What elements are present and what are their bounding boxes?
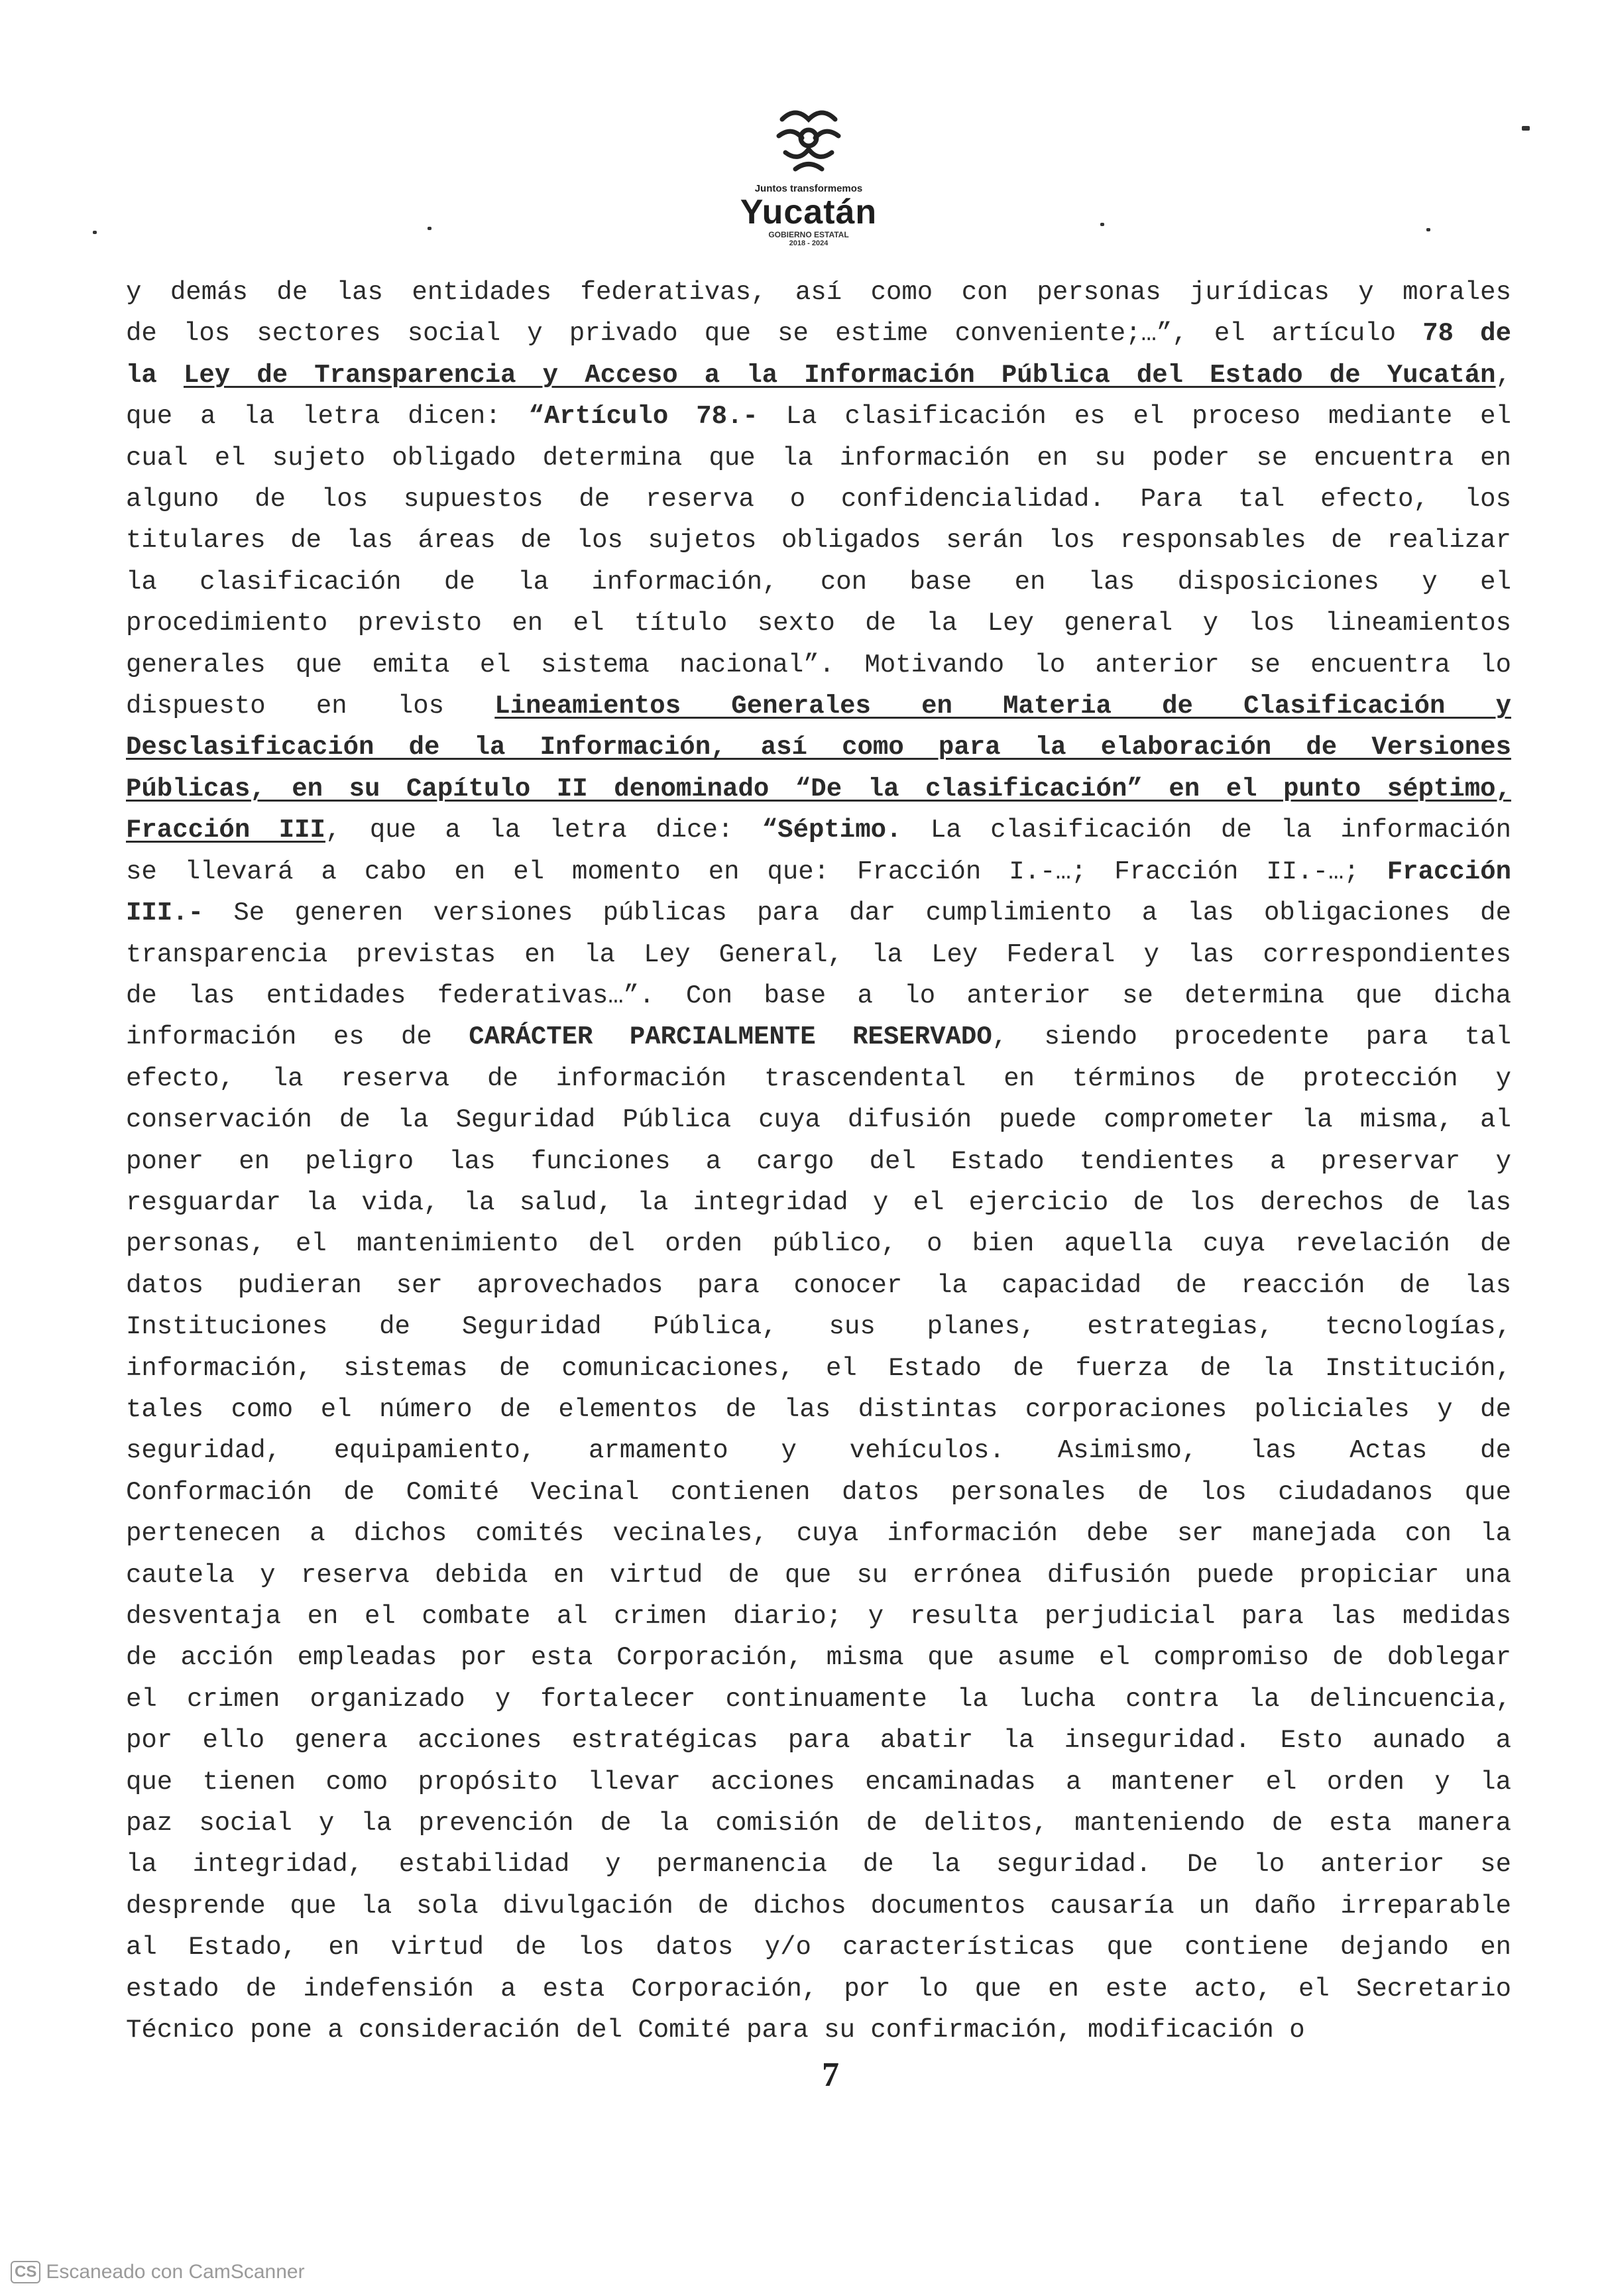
text-segment: datos pudieran ser aprovechados para conocer la capacidad de reacción de las xyxy=(126,1270,1511,1300)
text-line xyxy=(126,1886,1511,1927)
government-logo xyxy=(696,99,921,247)
text-line xyxy=(126,975,1511,1016)
text-line xyxy=(126,1555,1511,1596)
text-line xyxy=(126,396,1511,437)
text-segment: “Artículo 78.- xyxy=(528,402,758,432)
text-segment: de los sectores social y privado que se estime conveniente;…”, el artículo xyxy=(126,319,1423,349)
camscanner-icon: CS xyxy=(11,2261,40,2283)
scanner-watermark xyxy=(11,2261,305,2283)
text-segment: alguno de los supuestos de reserva o confidencialidad. Para tal efecto, los xyxy=(126,485,1511,514)
text-segment: La clasificación de la información xyxy=(901,816,1511,845)
text-line xyxy=(126,1637,1511,1678)
text-segment: , que a la letra dice: xyxy=(325,816,762,845)
text-segment: al Estado, en virtud de los datos y/o características que contiene dejando en xyxy=(126,1933,1511,1963)
text-line xyxy=(126,1803,1511,1844)
text-line xyxy=(126,603,1511,644)
text-segment: Fracción xyxy=(1387,857,1511,886)
text-segment: cual el sujeto obligado determina que la información en su poder se encuentra en xyxy=(126,443,1511,473)
text-line xyxy=(126,355,1511,396)
yucatan-emblem-icon xyxy=(769,99,848,179)
scan-speck xyxy=(428,227,431,230)
text-line xyxy=(126,892,1511,934)
text-segment: poner en peligro las funciones a cargo del Estado tendientes a preservar y xyxy=(126,1146,1511,1176)
text-segment: desventaja en el combate al crimen diario; y resulta perjudicial para las medidas xyxy=(126,1602,1511,1631)
scan-speck xyxy=(1426,228,1430,231)
text-segment: titulares de las áreas de los sujetos obligados serán los responsables de realizar xyxy=(126,526,1511,556)
text-segment: que a la letra dicen: xyxy=(126,402,529,432)
text-line xyxy=(126,727,1511,768)
text-line xyxy=(126,479,1511,520)
text-segment: transparencia previstas en la Ley General, la Ley Federal y las correspondientes xyxy=(126,939,1511,969)
text-segment: , siendo procedente para tal xyxy=(992,1022,1511,1052)
text-segment: Conformación de Comité Vecinal contienen datos personales de los ciudadanos que xyxy=(126,1477,1511,1507)
text-segment: estado de indefensión a esta Corporación, por lo que en este acto, el Secretario xyxy=(126,1974,1511,2004)
logo-years: 2018 - 2024 xyxy=(789,239,829,247)
text-line xyxy=(126,1348,1511,1389)
text-segment: información es de xyxy=(126,1022,469,1052)
text-line xyxy=(126,272,1511,313)
text-segment: Públicas, en su Capítulo II denominado “De la clasificación” en el punto séptimo, xyxy=(126,774,1511,804)
text-segment: Lineamientos Generales en Materia de Clasificación y xyxy=(494,692,1511,721)
text-segment: seguridad, equipamiento, armamento y vehículos. Asimismo, las Actas de xyxy=(126,1436,1511,1466)
text-segment: la xyxy=(126,360,184,390)
text-line xyxy=(126,1472,1511,1513)
text-line xyxy=(126,1927,1511,1968)
text-segment: procedimiento previsto en el título sexto de la Ley general y los lineamientos xyxy=(126,609,1511,638)
text-segment: generales que emita el sistema nacional”. Motivando lo anterior se encuentra lo xyxy=(126,650,1511,680)
text-line xyxy=(126,1265,1511,1306)
text-segment: pertenecen a dichos comités vecinales, cuya información debe ser manejada con la xyxy=(126,1519,1511,1549)
text-line xyxy=(126,1016,1511,1057)
text-segment: , xyxy=(1495,360,1511,390)
text-segment: información, sistemas de comunicaciones, el Estado de fuerza de la Institución, xyxy=(126,1353,1511,1383)
text-line xyxy=(126,1596,1511,1637)
text-line xyxy=(126,644,1511,686)
text-line xyxy=(126,1306,1511,1347)
text-segment: personas, el mantenimiento del orden público, o bien aquella cuya revelación de xyxy=(126,1229,1511,1259)
text-segment: por ello genera acciones estratégicas para abatir la inseguridad. Esto aunado a xyxy=(126,1726,1511,1756)
text-segment: La clasificación es el proceso mediante el xyxy=(758,402,1511,432)
text-line xyxy=(126,686,1511,727)
scan-speck xyxy=(1100,223,1104,226)
document-body xyxy=(126,272,1511,2051)
text-line xyxy=(126,1182,1511,1223)
text-segment: efecto, la reserva de información trascendental en términos de protección y xyxy=(126,1063,1511,1093)
logo-government-label: GOBIERNO ESTATAL xyxy=(768,230,849,239)
text-line xyxy=(126,1099,1511,1140)
text-segment: que tienen como propósito llevar acciones encaminadas a mantener el orden y la xyxy=(126,1767,1511,1797)
text-segment: de acción empleadas por esta Corporación, misma que asume el compromiso de doblegar xyxy=(126,1643,1511,1673)
text-line xyxy=(126,1141,1511,1182)
text-segment: dispuesto en los xyxy=(126,692,495,721)
text-segment: la clasificación de la información, con base en las disposiciones y el xyxy=(126,567,1511,597)
logo-name: Yucatán xyxy=(740,193,878,231)
text-line xyxy=(126,313,1511,354)
text-line xyxy=(126,768,1511,810)
text-segment: y demás de las entidades federativas, así como con personas jurídicas y morales xyxy=(126,278,1511,307)
scanner-text: Escaneado con CamScanner xyxy=(46,2261,305,2283)
text-segment: Ley de Transparencia y Acceso a la Información Pública del Estado de Yucatán xyxy=(183,360,1496,390)
scan-speck xyxy=(1522,126,1530,131)
text-segment: el crimen organizado y fortalecer continuamente la lucha contra la delincuencia, xyxy=(126,1684,1511,1714)
text-segment: de las entidades federativas…”. Con base a lo anterior se determina que dicha xyxy=(126,981,1511,1010)
text-segment: resguardar la vida, la salud, la integridad y el ejercicio de los derechos de las xyxy=(126,1187,1511,1217)
text-segment: Se generen versiones públicas para dar cumplimiento a las obligaciones de xyxy=(203,898,1511,928)
text-line xyxy=(126,438,1511,479)
text-segment: conservación de la Seguridad Pública cuya difusión puede comprometer la misma, al xyxy=(126,1105,1511,1135)
text-line xyxy=(126,934,1511,975)
page-number: 7 xyxy=(822,2056,839,2094)
text-line xyxy=(126,1968,1511,2010)
text-segment: la integridad, estabilidad y permanencia de la seguridad. De lo anterior se xyxy=(126,1850,1511,1880)
text-line xyxy=(126,1389,1511,1430)
text-segment: desprende que la sola divulgación de dichos documentos causaría un daño irreparable xyxy=(126,1891,1511,1921)
scan-speck xyxy=(93,231,97,234)
text-line xyxy=(126,1679,1511,1720)
text-segment: tales como el número de elementos de las distintas corporaciones policiales y de xyxy=(126,1394,1511,1424)
text-segment: paz social y la prevención de la comisión de delitos, manteniendo de esta manera xyxy=(126,1809,1511,1839)
text-segment: Fracción III xyxy=(126,816,325,845)
text-segment: CARÁCTER PARCIALMENTE RESERVADO xyxy=(469,1022,992,1052)
text-line xyxy=(126,1223,1511,1264)
text-segment: Técnico pone a consideración del Comité para su confirmación, modificación o xyxy=(126,2016,1305,2045)
text-segment: “Séptimo. xyxy=(762,816,902,845)
text-line xyxy=(126,520,1511,561)
text-line xyxy=(126,1844,1511,1885)
text-segment: Desclasificación de la Información, así como para la elaboración de Versiones xyxy=(126,733,1511,762)
text-segment: Instituciones de Seguridad Pública, sus planes, estrategias, tecnologías, xyxy=(126,1312,1511,1342)
text-segment: cautela y reserva debida en virtud de que su errónea difusión puede propiciar una xyxy=(126,1560,1511,1590)
text-line xyxy=(126,562,1511,603)
text-line xyxy=(126,851,1511,892)
text-line xyxy=(126,1720,1511,1761)
text-line xyxy=(126,2010,1511,2051)
text-line xyxy=(126,810,1511,851)
text-segment: 78 de xyxy=(1422,319,1511,349)
text-line xyxy=(126,1430,1511,1471)
text-segment: III.- xyxy=(126,898,204,928)
text-line xyxy=(126,1513,1511,1554)
text-line xyxy=(126,1058,1511,1099)
text-line xyxy=(126,1762,1511,1803)
logo-tagline: Juntos transformemos xyxy=(754,183,863,194)
text-segment: se llevará a cabo en el momento en que: Fracción I.-…; Fracción II.-…; xyxy=(126,857,1387,886)
